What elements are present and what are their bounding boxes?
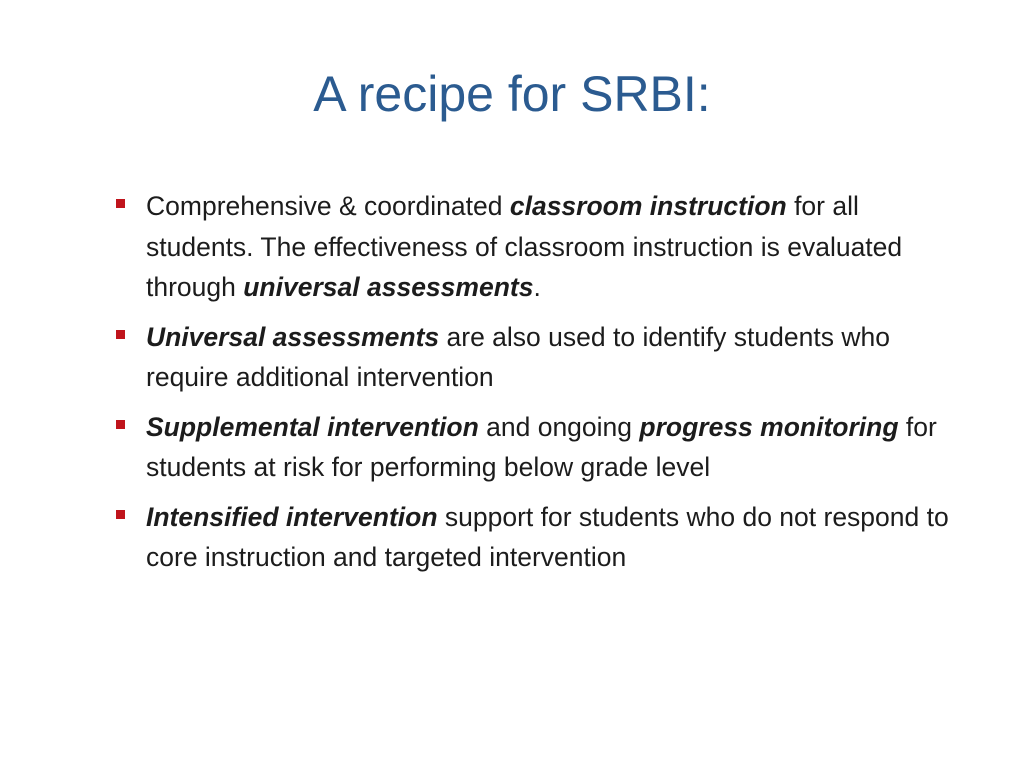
bullet-item xyxy=(112,317,972,398)
emphasis-segment: classroom instruction xyxy=(509,191,787,221)
square-bullet-icon xyxy=(116,330,125,339)
emphasis-segment: universal assessments xyxy=(243,272,534,302)
bullet-item xyxy=(112,186,972,308)
slide-title: A recipe for SRBI: xyxy=(313,66,711,122)
bullet-item xyxy=(112,497,972,578)
emphasis-segment: Supplemental intervention xyxy=(146,411,479,442)
bullet-list xyxy=(112,186,972,587)
bullet-text xyxy=(146,191,902,302)
text-segment: for students at risk for performing below grade level xyxy=(146,411,937,482)
text-segment: for all students. The effectiveness of classroom instruction is evaluated through xyxy=(146,191,903,302)
text-segment: and ongoing xyxy=(478,411,640,442)
square-bullet-icon xyxy=(116,510,125,519)
text-segment: . xyxy=(533,272,541,302)
bullet-text xyxy=(146,322,890,393)
text-segment: Comprehensive & coordinated xyxy=(146,191,510,221)
square-bullet-icon xyxy=(116,420,125,429)
emphasis-segment: Intensified intervention xyxy=(146,501,438,532)
square-bullet-icon xyxy=(116,199,125,208)
text-segment: support for students who do not respond to core instruction and targeted intervention xyxy=(146,501,949,572)
emphasis-segment: progress monitoring xyxy=(639,411,899,442)
bullet-text xyxy=(146,412,937,483)
emphasis-segment: Universal assessments xyxy=(146,321,440,352)
text-segment: are also used to identify students who require additional intervention xyxy=(146,321,890,392)
bullet-item xyxy=(112,407,972,488)
bullet-text xyxy=(146,502,949,573)
